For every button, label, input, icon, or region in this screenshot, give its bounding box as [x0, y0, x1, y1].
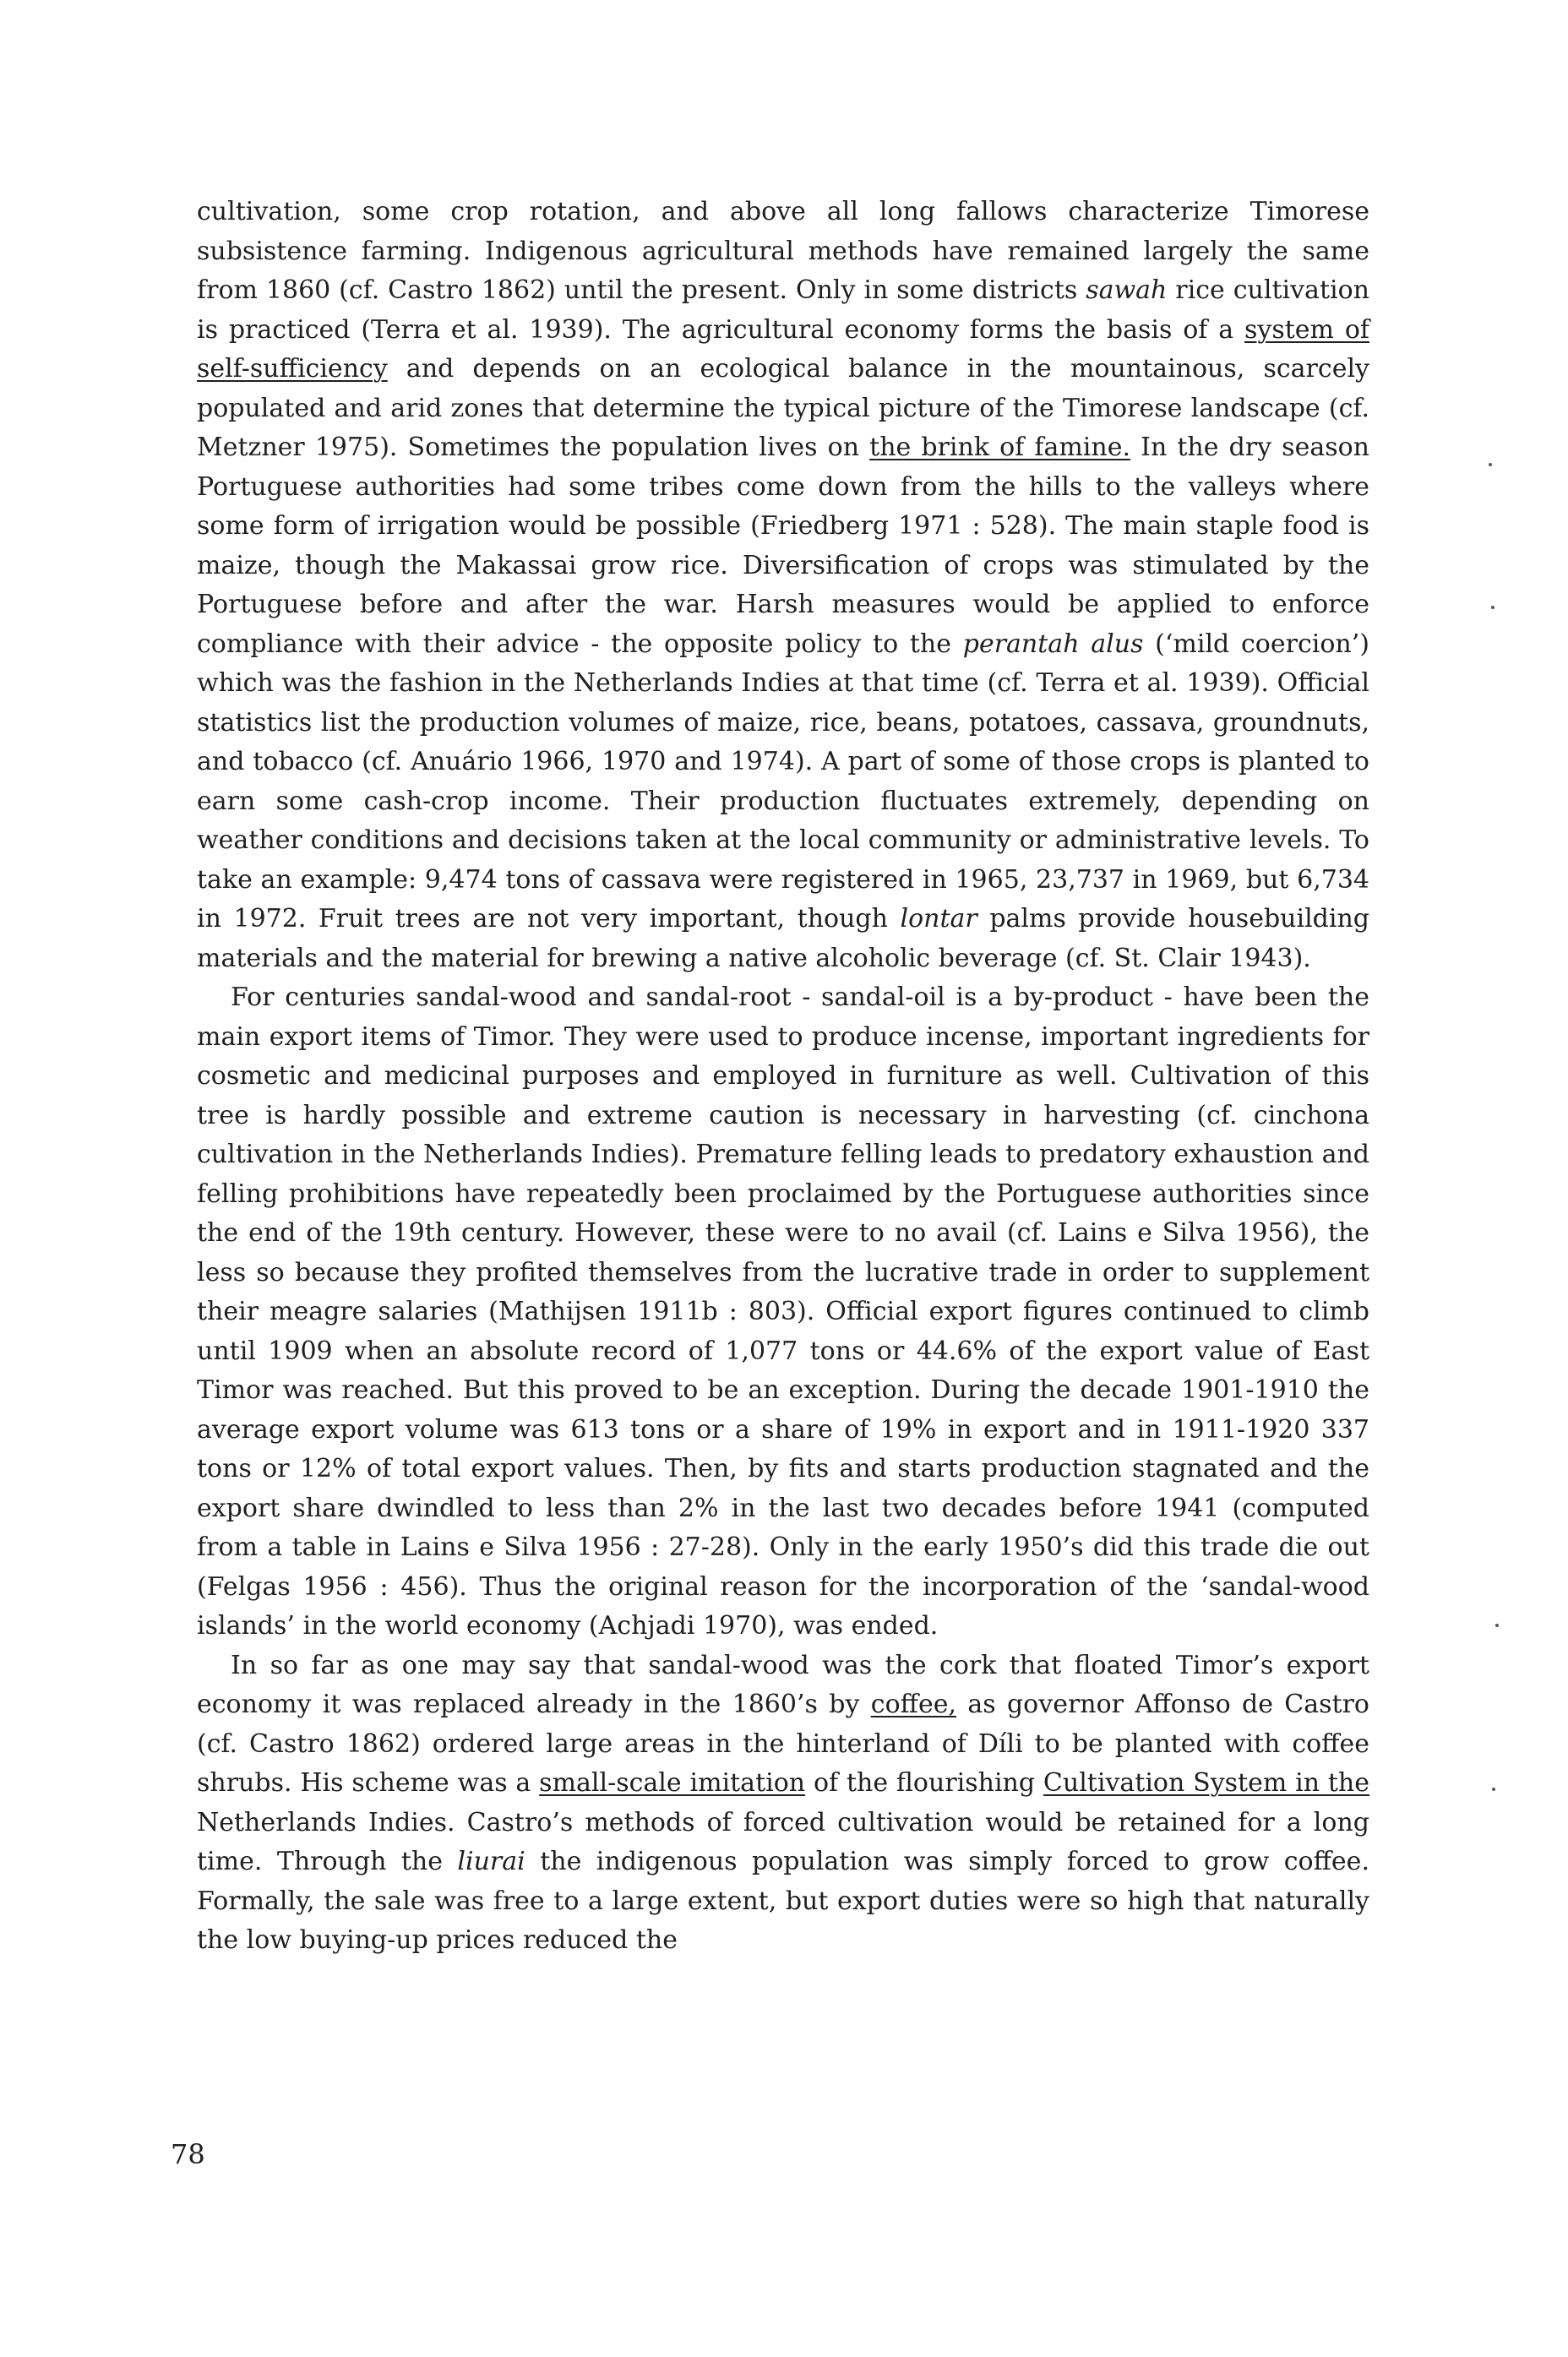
text-run: of the flourishing — [805, 1768, 1043, 1798]
italic-term: perantah alus — [962, 629, 1144, 659]
italic-term: sawah — [1086, 275, 1168, 305]
underlined-passage: small-scale imitation — [539, 1768, 806, 1798]
paragraph — [197, 978, 1369, 1647]
text-run: Netherlands Indies. Castro’s methods of forced cultivation would be retained for a long time. Through the — [197, 1807, 1369, 1876]
underlined-passage: Cultivation System in the — [1043, 1768, 1370, 1798]
underlined-passage: the brink of famine. — [869, 433, 1131, 462]
text-run: (‘mild coercion’) which was the fashion in the Netherlands Indies at that time (cf. Terra et al. 1939). Official statistics list the production volumes of maize, rice, beans, potatoes, cassava, groundnuts, and tobacco (cf. Anuário 1966, 1970 and 1974). A part of some of those crops is planted to earn some cash-crop income. Their production fluctuates extremely, depending on weather conditions and decisions taken at the local community or administrative levels. To take an example: 9,474 tons of cassava were registered in 1965, 23,737 in 1969, but 6,734 in 1972. Fruit trees are not very important, though — [197, 629, 1369, 934]
scan-speck — [1492, 1788, 1495, 1791]
scan-speck — [1495, 1624, 1499, 1627]
text-run: In the dry season Portuguese authorities had some tribes come down from the hills to the valleys where some form of irrigation would be possible (Friedberg 1971 : 528). The main staple food is maize, though the Makassai grow rice. Diversification of crops was stimulated by the Portuguese before and after the war. Harsh measures would be applied to enforce compliance with their advice - the opposite policy to the — [197, 433, 1369, 659]
body-text — [197, 193, 1369, 1961]
underlined-passage: coffee, — [870, 1690, 956, 1719]
underlined-passage: system of self-sufficiency — [197, 314, 1370, 384]
italic-term: liurai — [457, 1847, 525, 1876]
paragraph — [197, 193, 1369, 978]
text-run: cultivation, some crop rotation, and above all long fallows characterize Timorese subsistence farming. Indigenous agricultural methods have remained largely the same from 1860 (cf. Castro 1862) until the present. Only in some districts — [197, 197, 1369, 305]
text-run: For centuries sandal-wood and sandal-root - sandal-oil is a by-product - have been the main export items of Timor. They were used to produce incense, important ingredients for cosmetic and medicinal purposes and employed in furniture as well. Cultivation of this tree is hardly possible and extreme caution is necessary in harvesting (cf. cinchona cultivation in the Netherlands Indies). Premature felling leads to predatory exhaustion and felling prohibitions have repeatedly been proclaimed by the Portuguese authorities since the end of the 19th century. However, these were to no avail (cf. Lains e Silva 1956), the less so because they profited themselves from the lucrative trade in order to supplement their meagre salaries (Mathijsen 1911b : 803). Official export figures continued to climb until 1909 when an absolute record of 1,077 tons or 44.6% of the export value of East Timor was reached. But this proved to be an exception. During the decade 1901-1910 the average export volume was 613 tons or a share of 19% in export and in 1911-1920 337 tons or 12% of total export values. Then, by fits and starts production stagnated and the export share dwindled to less than 2% in the last two decades before 1941 (computed from a table in Lains e Silva 1956 : 27-28). Only in the early 1950’s did this trade die out (Felgas 1956 : 456). Thus the original reason for the incorporation of the ‘sandal-wood islands’ in the world economy (Achjadi 1970), was ended. — [197, 983, 1369, 1641]
text-run: as governor Affonso de Castro (cf. Castro 1862) ordered large areas in the hinterland of Díli to be planted with coffee shrubs. His scheme was a — [197, 1690, 1369, 1798]
scan-speck — [1489, 463, 1492, 466]
text-run: rice cultivation is practiced (Terra et al. 1939). The agricultural economy forms the basis of a — [197, 275, 1369, 345]
text-run: palms provide housebuilding materials and the material for brewing a native alcoholic beverage (cf. St. Clair 1943). — [197, 904, 1369, 973]
italic-term: lontar — [900, 904, 977, 934]
text-run: and depends on an ecological balance in the mountainous, scarcely populated and arid zones that determine the typical picture of the Timorese landscape (cf. Metzner 1975). Sometimes the population lives on — [197, 354, 1369, 462]
scan-speck — [1491, 606, 1494, 609]
paragraph — [197, 1647, 1369, 1961]
text-run: In so far as one may say that sandal-wood was the cork that floated Timor’s export economy it was replaced already in the 1860’s by — [197, 1650, 1369, 1719]
page-number: 78 — [171, 2138, 205, 2170]
text-run: the indigenous population was simply forced to grow coffee. Formally, the sale was free to a large extent, but export duties were so high that naturally the low buying-up prices reduced the — [197, 1847, 1369, 1955]
